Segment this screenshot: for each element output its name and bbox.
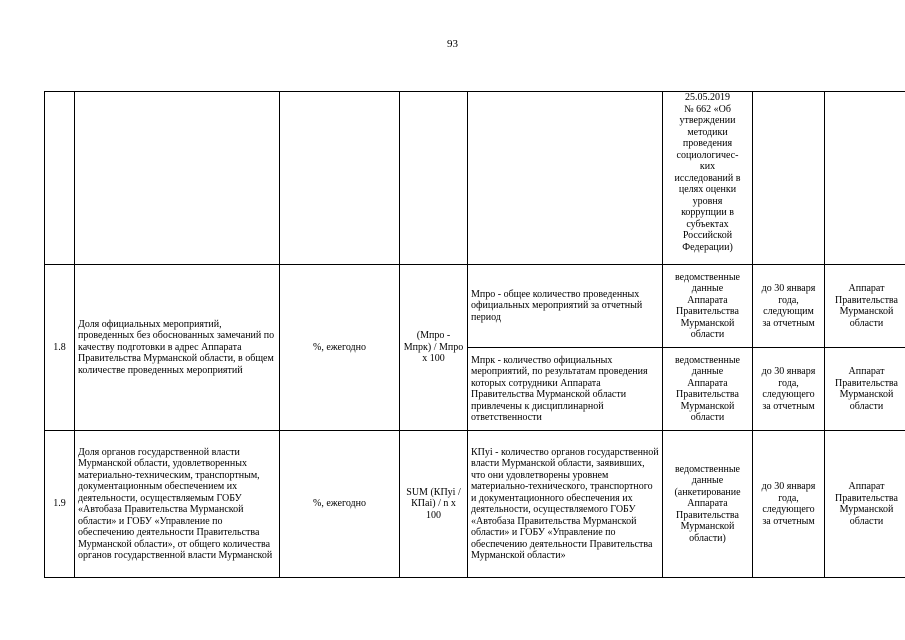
formula-cell: (Мпро - Мпрк) / Мпро х 100 xyxy=(400,265,468,431)
page-number: 93 xyxy=(447,38,458,50)
deadline-cell xyxy=(753,92,825,265)
formula-cell: SUM (КПуi / КПаi) / n х 100 xyxy=(400,431,468,578)
responsible-cell: Аппарат Правительства Мурманской области xyxy=(825,431,905,578)
indicator-cell: Доля официальных мероприятий, проведенных без обоснованных замечаний по качеству подготовки в адрес Аппарата Правительства Мурманской области, в общем количестве проведенных мероприятий xyxy=(75,265,280,431)
deadline-cell: до 30 января года, следующим за отчетным xyxy=(753,265,825,348)
table-row xyxy=(45,431,905,578)
variable-cell xyxy=(468,92,663,265)
source-cell: ведомственные данные Аппарата Правительства Мурманской области xyxy=(663,348,753,431)
table-row xyxy=(45,265,905,348)
formula-cell xyxy=(400,92,468,265)
source-cell: ведомственные данные (анкетирование Аппарата Правительства Мурманской области) xyxy=(663,431,753,578)
responsible-cell xyxy=(825,92,905,265)
row-number: 1.8 xyxy=(45,265,75,431)
indicator-cell xyxy=(75,92,280,265)
unit-cell: %, ежегодно xyxy=(280,431,400,578)
indicators-table xyxy=(44,91,905,578)
source-cell: ведомственные данные Аппарата Правительства Мурманской области xyxy=(663,265,753,348)
unit-cell xyxy=(280,92,400,265)
deadline-cell: до 30 января года, следующего за отчетным xyxy=(753,348,825,431)
row-number xyxy=(45,92,75,265)
row-number: 1.9 xyxy=(45,431,75,578)
table-row xyxy=(45,92,905,265)
variable-cell: Мпро - общее количество проведенных официальных мероприятий за отчетный период xyxy=(468,265,663,348)
indicator-cell: Доля органов государственной власти Мурманской области, удовлетворенных материально-техническим, транспортным, документационным обеспечением их деятельности, осуществляемым ГОБУ «Автобаза Правительства Мурманской области» и ГОБУ «Управление по обеспечению деятельности Правительства Мурманской области», от общего количества органов государственной власти Мурманской xyxy=(75,431,280,578)
variable-cell: Мпрк - количество официальных мероприятий, по результатам проведения которых сотрудники Аппарата Правительства Мурманской области привлечены к дисциплинарной ответственности xyxy=(468,348,663,431)
unit-cell: %, ежегодно xyxy=(280,265,400,431)
variable-cell: КПуi - количество органов государственной власти Мурманской области, заявивших, что они удовлетворены уровнем материально-технического, транспортного и документационного обеспечения их деятельности, осуществляемого ГОБУ «Автобаза Правительства Мурманской области» и ГОБУ «Управление по обеспечению деятельности Правительства Мурманской области» xyxy=(468,431,663,578)
responsible-cell: Аппарат Правительства Мурманской области xyxy=(825,348,905,431)
deadline-cell: до 30 января года, следующего за отчетным xyxy=(753,431,825,578)
responsible-cell: Аппарат Правительства Мурманской области xyxy=(825,265,905,348)
source-cell: 25.05.2019 № 662 «Об утверждении методики проведения социологичес- ких исследований в целях оценки уровня коррупции в субъектах Российской Федерации) xyxy=(663,92,753,265)
